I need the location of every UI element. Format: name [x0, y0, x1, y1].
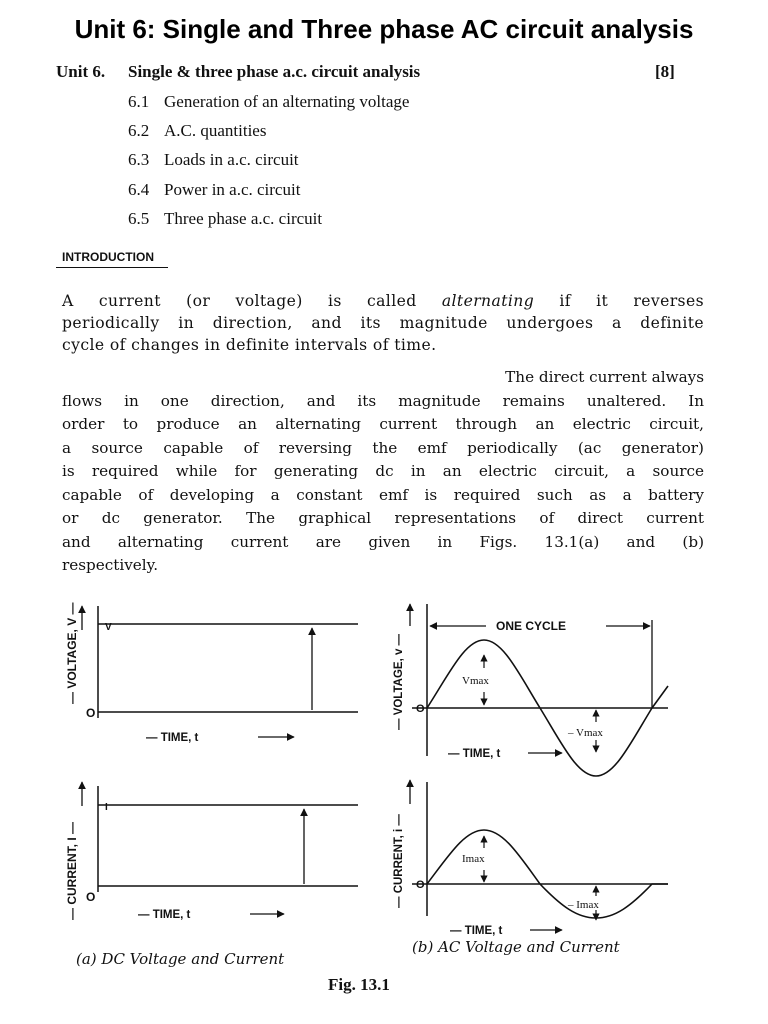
unit-heading: Single & three phase a.c. circuit analysis [128, 62, 421, 81]
dc-voltage-origin-label: O [86, 706, 96, 720]
paragraph-line: A current (or voltage) is called alternating if it reverses [62, 292, 704, 310]
dc-voltage-level-label: V [105, 622, 112, 633]
ac-current-graph [393, 780, 668, 937]
paragraph-direct-current [62, 366, 704, 578]
paragraph-line: capable of developing a constant emf is required such as a battery [62, 485, 704, 504]
unit-number: Unit 6. [56, 62, 106, 81]
dc-current-time-label: — TIME, t [138, 909, 191, 921]
ac-voltage-time-label: — TIME, t [448, 748, 501, 760]
paragraph-line: cycle of changes in definite intervals of time. [62, 336, 437, 354]
paragraph-line: flows in one direction, and its magnitude remains unaltered. In [62, 391, 704, 410]
dc-current-axis-label: — CURRENT, I — [65, 821, 79, 920]
dc-voltage-time-label: — TIME, t [146, 732, 199, 744]
paragraph-line: a source capable of reversing the emf periodically (ac generator) [62, 438, 704, 457]
dc-voltage-axis-label: — VOLTAGE, V — [65, 602, 79, 704]
ac-voltage-origin-label: O [416, 703, 425, 715]
emphasis-alternating: alternating [441, 292, 535, 310]
dc-current-origin-label: O [86, 890, 96, 904]
ac-current-origin-label: O [416, 879, 425, 891]
page-title: Unit 6: Single and Three phase AC circuit analysis [74, 14, 694, 44]
syllabus-item-number: 6.5 [128, 209, 150, 228]
syllabus-item-label: A.C. quantities [164, 121, 267, 140]
intro-heading: INTRODUCTION [62, 250, 154, 264]
syllabus-item-number: 6.2 [128, 121, 150, 140]
paragraph-line: The direct current always [505, 368, 704, 386]
paragraph-line: periodically in direction, and its magnitude undergoes a definite [62, 314, 704, 332]
syllabus-item-label: Generation of an alternating voltage [164, 92, 410, 111]
one-cycle-label: ONE CYCLE [496, 619, 567, 633]
paragraph-line: or dc generator. The graphical representations of direct current [62, 509, 704, 527]
dc-current-level-label: I [105, 802, 108, 813]
ac-voltage-graph [393, 604, 668, 776]
syllabus-item-label: Three phase a.c. circuit [164, 209, 323, 228]
ac-current-sine-wave [427, 830, 668, 918]
neg-vmax-label: – Vmax [568, 727, 603, 739]
syllabus-item-label: Power in a.c. circuit [164, 180, 301, 199]
paragraph-line: is required while for generating dc in an electric circuit, a source [62, 462, 704, 480]
neg-imax-label: – Imax [568, 899, 599, 911]
vmax-label: Vmax [462, 675, 489, 687]
caption-ac: (b) AC Voltage and Current [412, 938, 620, 956]
paragraph-line: and alternating current are given in Figs. 13.1(a) and (b) [62, 532, 704, 551]
syllabus-item-number: 6.1 [128, 92, 150, 111]
syllabus-item-number: 6.4 [128, 180, 150, 199]
unit-marks: [8] [655, 62, 675, 81]
dc-voltage-graph [65, 602, 358, 744]
paragraph-line: order to produce an alternating current through an electric circuit, [62, 415, 704, 433]
syllabus-item-number: 6.3 [128, 150, 150, 169]
ac-current-time-label: — TIME, t [450, 925, 503, 937]
figure-number: Fig. 13.1 [328, 975, 390, 994]
ac-current-axis-label: — CURRENT, i — [393, 814, 405, 908]
syllabus-item-label: Loads in a.c. circuit [164, 150, 299, 169]
intro-underline [56, 267, 168, 268]
paragraph-alternating-definition [62, 290, 704, 356]
paragraph-line: respectively. [62, 556, 159, 574]
dc-current-graph [65, 782, 358, 921]
caption-dc: (a) DC Voltage and Current [76, 950, 285, 968]
imax-label: Imax [462, 853, 485, 865]
ac-voltage-axis-label: — VOLTAGE, v — [393, 633, 405, 730]
